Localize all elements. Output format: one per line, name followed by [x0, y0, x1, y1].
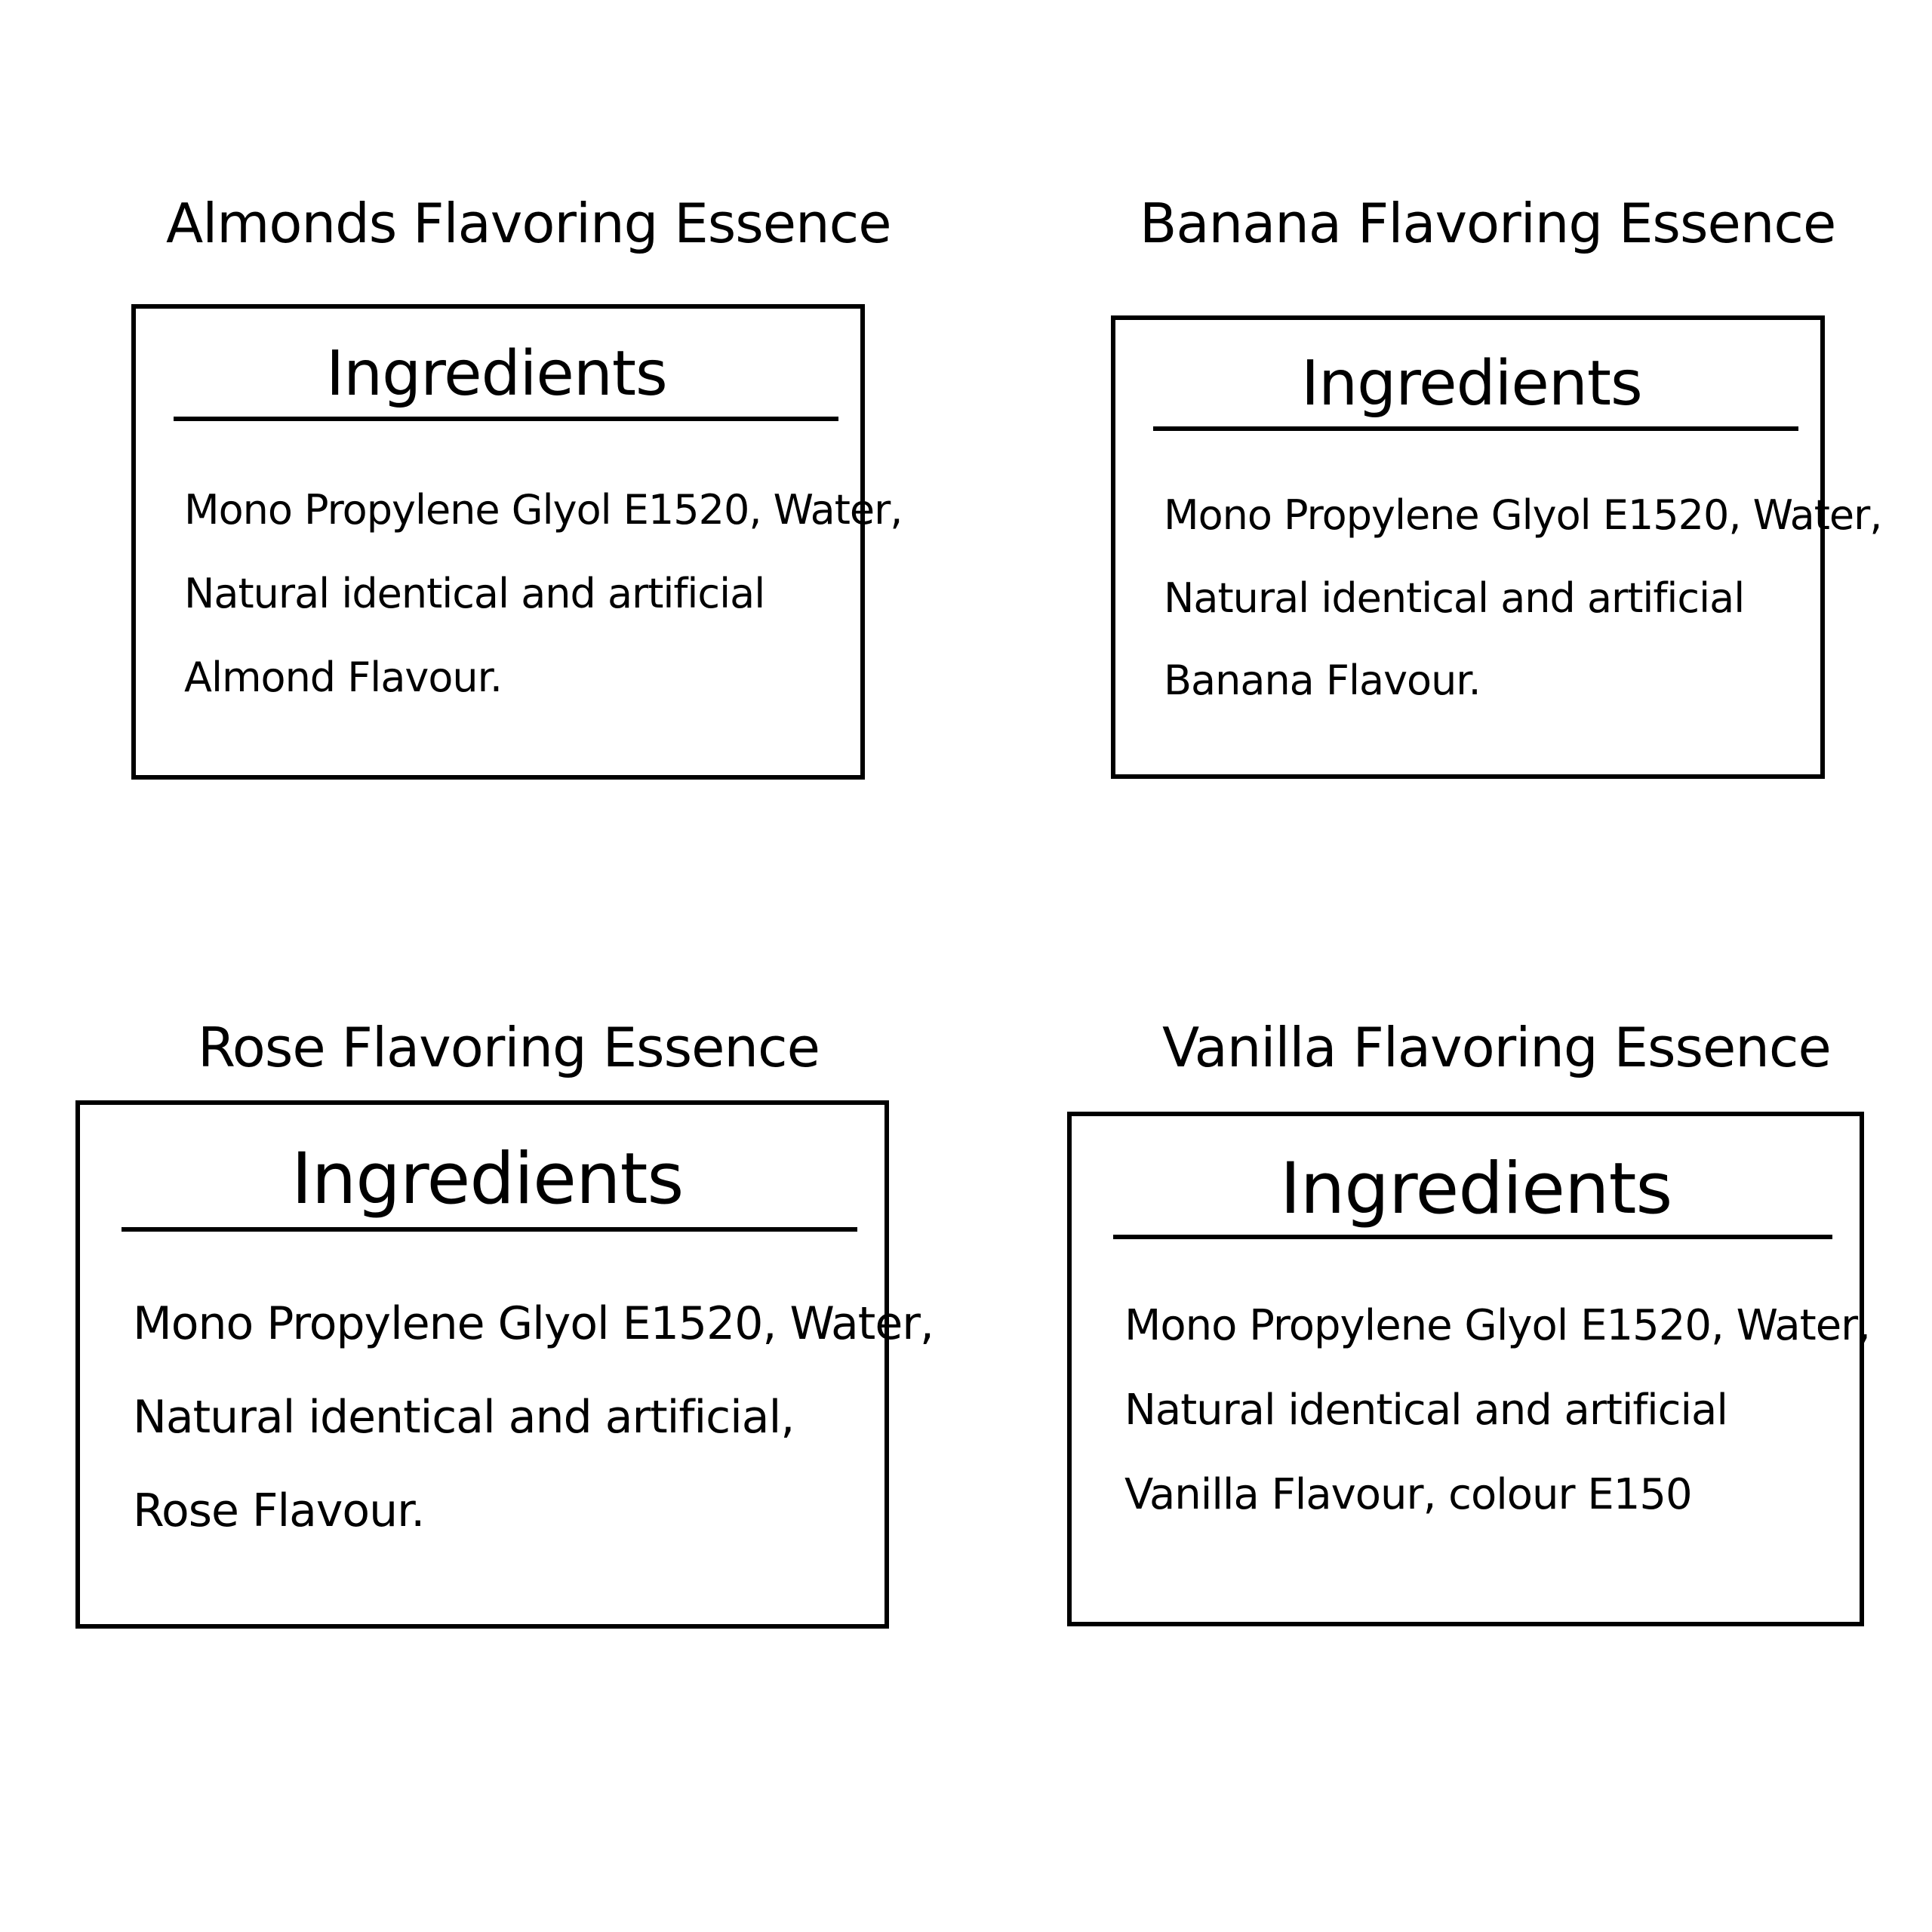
vanilla-heading-divider: [1113, 1235, 1832, 1239]
almond-ingredients-line-2: Natural identical and artificial: [184, 570, 765, 617]
almond-label-title: Almonds Flavoring Essence: [166, 192, 891, 255]
vanilla-ingredients-heading: Ingredients: [1280, 1148, 1672, 1230]
banana-ingredients-line-1: Mono Propylene Glyol E1520, Water,: [1164, 491, 1882, 539]
vanilla-ingredients-line-2: Natural identical and artificial: [1124, 1386, 1727, 1435]
vanilla-ingredients-line-1: Mono Propylene Glyol E1520, Water,: [1124, 1301, 1870, 1350]
almond-ingredients-heading: Ingredients: [326, 338, 667, 410]
banana-ingredients-heading: Ingredients: [1301, 348, 1642, 420]
banana-ingredients-line-2: Natural identical and artificial: [1164, 574, 1745, 622]
vanilla-ingredients-line-3: Vanilla Flavour, colour E150: [1124, 1470, 1692, 1519]
banana-ingredients-line-3: Banana Flavour.: [1164, 657, 1481, 704]
rose-ingredients-box: [75, 1100, 934, 1629]
rose-label-title: Rose Flavoring Essence: [198, 1016, 820, 1079]
banana-heading-divider: [1153, 426, 1798, 431]
banana-label-title: Banana Flavoring Essence: [1140, 192, 1836, 255]
rose-ingredients-line-1: Mono Propylene Glyol E1520, Water,: [133, 1297, 934, 1350]
almond-ingredients-line-1: Mono Propylene Glyol E1520, Water,: [184, 486, 903, 534]
banana-ingredients-box: [1111, 315, 1882, 779]
almond-ingredients-line-3: Almond Flavour.: [184, 654, 503, 701]
almond-heading-divider: [174, 417, 838, 421]
rose-ingredients-heading: Ingredients: [291, 1138, 684, 1220]
rose-ingredients-line-2: Natural identical and artificial,: [133, 1391, 795, 1444]
vanilla-label-title: Vanilla Flavoring Essence: [1162, 1016, 1831, 1079]
almond-ingredients-box: [131, 304, 903, 780]
rose-heading-divider: [122, 1227, 857, 1232]
vanilla-ingredients-box: [1067, 1112, 1870, 1626]
rose-ingredients-line-3: Rose Flavour.: [133, 1484, 425, 1537]
